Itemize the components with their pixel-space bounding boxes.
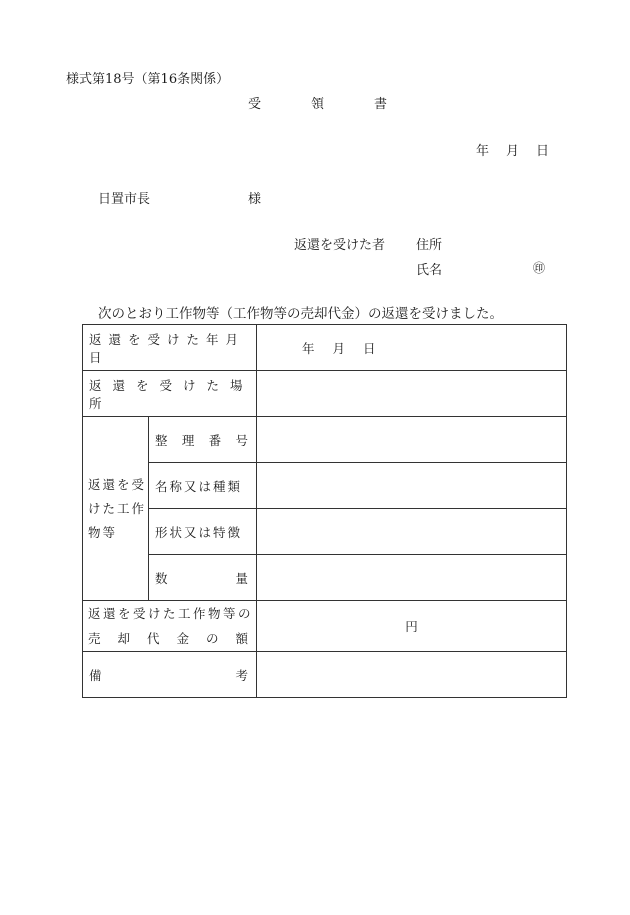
group-label-line: 返還を受 xyxy=(88,476,147,492)
table-row-return-place xyxy=(83,371,567,417)
address-label: 住所 xyxy=(416,238,443,253)
item-number-value[interactable] xyxy=(257,417,567,463)
shape-feature-value[interactable] xyxy=(257,509,567,555)
shape-feature-label: 形状又は特徴 xyxy=(149,509,257,555)
proceeds-label-line2 xyxy=(88,626,256,651)
return-date-label: 返還を受けた年月日 xyxy=(83,325,257,371)
returned-items-group-label xyxy=(83,417,149,601)
intro-text: 次のとおり工作物等（工作物等の売却代金）の返還を受けました。 xyxy=(98,306,503,322)
label-char: 整 xyxy=(155,432,168,448)
label-char: 代 xyxy=(147,631,160,646)
label-char: 号 xyxy=(235,432,248,448)
seal-mark: ㊞ xyxy=(533,261,546,275)
group-label-line: 物等 xyxy=(88,524,118,540)
return-place-label: 返還を受けた場所 xyxy=(83,371,257,417)
addressee-suffix: 様 xyxy=(248,192,262,207)
quantity-label xyxy=(149,555,257,601)
label-char: 理 xyxy=(181,432,195,448)
table-row-proceeds xyxy=(83,601,567,652)
name-type-value[interactable] xyxy=(257,463,567,509)
proceeds-label xyxy=(83,601,257,652)
quantity-value[interactable] xyxy=(257,555,567,601)
remarks-value[interactable] xyxy=(257,652,567,698)
yen-unit: 円 xyxy=(405,619,418,634)
issue-date xyxy=(476,140,549,159)
date-year: 年 xyxy=(476,144,490,159)
return-date-value[interactable] xyxy=(257,325,567,371)
label-char: 備 xyxy=(89,667,102,683)
label-char: 考 xyxy=(235,667,249,683)
date-month: 月 xyxy=(332,340,346,356)
document-title xyxy=(248,93,387,112)
table-row-quantity xyxy=(83,555,567,601)
table-row-remarks xyxy=(83,652,567,698)
name-label: 氏名 xyxy=(416,263,443,278)
label-char: 額 xyxy=(235,631,249,646)
label-char: 数 xyxy=(155,570,168,586)
name-type-label: 名称又は種類 xyxy=(149,463,257,509)
label-char: 金 xyxy=(176,631,190,646)
date-day: 日 xyxy=(536,144,550,159)
table-row-return-date xyxy=(83,325,567,371)
date-day: 日 xyxy=(363,340,376,356)
addressee: 日置市長 xyxy=(98,192,151,207)
proceeds-value[interactable] xyxy=(257,601,567,652)
date-month: 月 xyxy=(506,144,520,159)
title-char: 領 xyxy=(311,97,325,112)
label-char: の xyxy=(206,631,219,646)
date-year: 年 xyxy=(302,340,315,356)
form-number: 様式第18号（第16条関係） xyxy=(66,72,230,87)
label-char: 却 xyxy=(117,631,131,646)
group-label-line: けた工作 xyxy=(88,500,147,516)
return-receipt-table xyxy=(82,324,567,698)
return-place-value[interactable] xyxy=(257,371,567,417)
label-char: 番 xyxy=(208,432,222,448)
table-row-shape-feature xyxy=(83,509,567,555)
title-char: 受 xyxy=(248,97,262,112)
label-char: 売 xyxy=(88,631,101,646)
table-row-item-number xyxy=(83,417,567,463)
label-char: 量 xyxy=(235,570,249,586)
title-char: 書 xyxy=(374,97,388,112)
remarks-label xyxy=(83,652,257,698)
item-number-label xyxy=(149,417,257,463)
receiver-label: 返還を受けた者 xyxy=(294,238,386,253)
table-row-name-type xyxy=(83,463,567,509)
proceeds-label-line1: 返還を受けた工作物等の xyxy=(88,606,254,621)
